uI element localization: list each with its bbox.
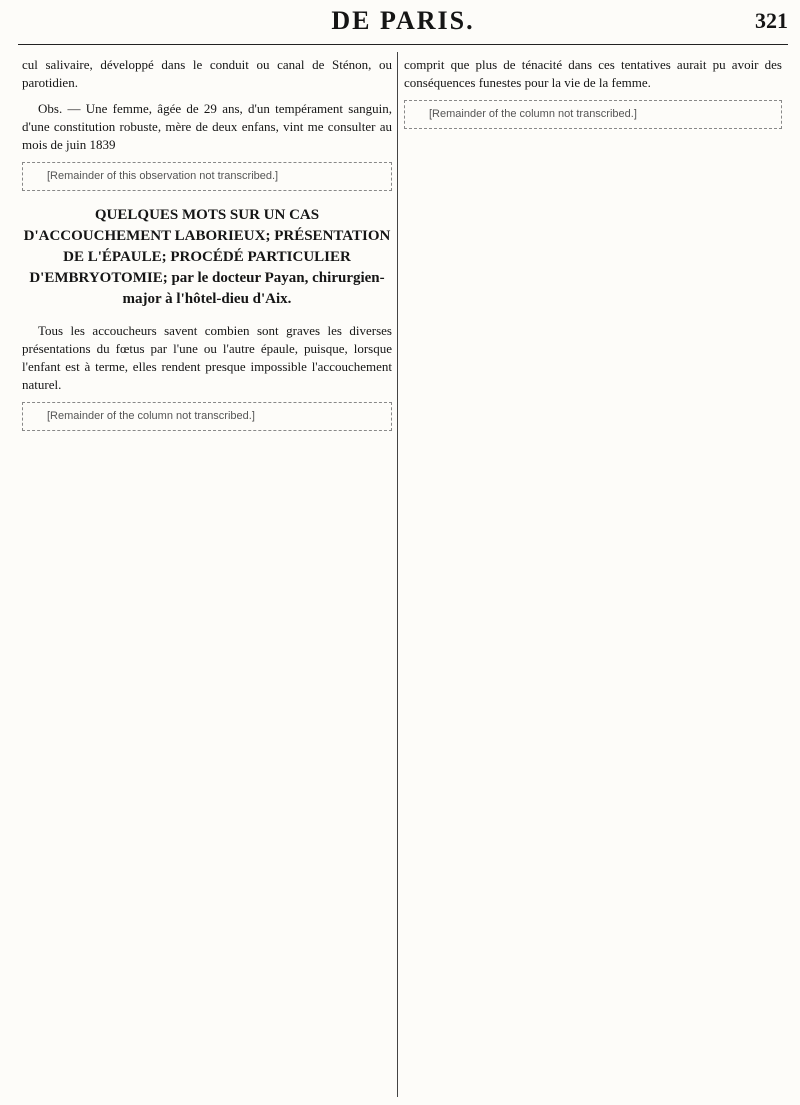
case-opening: Obs. — Une femme, âgée de 29 ans, d'un tempérament sanguin, d'une constitution robuste, mère de deux enfans, vint me consulter au mois de juin 1839 bbox=[22, 101, 392, 152]
right-opening: comprit que plus de ténacité dans ces tentatives aurait pu avoir des conséquences funestes pour la vie de la femme. bbox=[404, 57, 782, 90]
article-heading: QUELQUES MOTS SUR UN CAS D'ACCOUCHEMENT LABORIEUX; PRÉSENTATION DE L'ÉPAULE; PROCÉDÉ PARTICULIER D'EMBRYOTOMIE; par le docteur Payan, chirurgien-major à l'hôtel-dieu d'Aix. bbox=[23, 207, 391, 307]
article-opening: Tous les accoucheurs savent combien sont graves les diverses présentations du fœtus par l'une ou l'autre épaule, puisque, lorsque l'enfant est à terme, elles rendent presque impossible l'accouchement naturel. bbox=[22, 323, 392, 392]
column-divider bbox=[397, 52, 398, 1097]
case-gap-note: [Remainder of this observation not transcribed.] bbox=[22, 162, 392, 191]
left-column bbox=[22, 56, 392, 1097]
article-gap-note: [Remainder of the column not transcribed.] bbox=[22, 402, 392, 431]
opening-paragraph: cul salivaire, développé dans le conduit ou canal de Sténon, ou parotidien. bbox=[22, 57, 392, 90]
page-number: 321 bbox=[755, 8, 788, 33]
page-header bbox=[18, 4, 788, 45]
right-gap-note: [Remainder of the column not transcribed.] bbox=[404, 100, 782, 129]
right-column bbox=[404, 56, 782, 1097]
running-title: DE PARIS. bbox=[331, 6, 475, 35]
